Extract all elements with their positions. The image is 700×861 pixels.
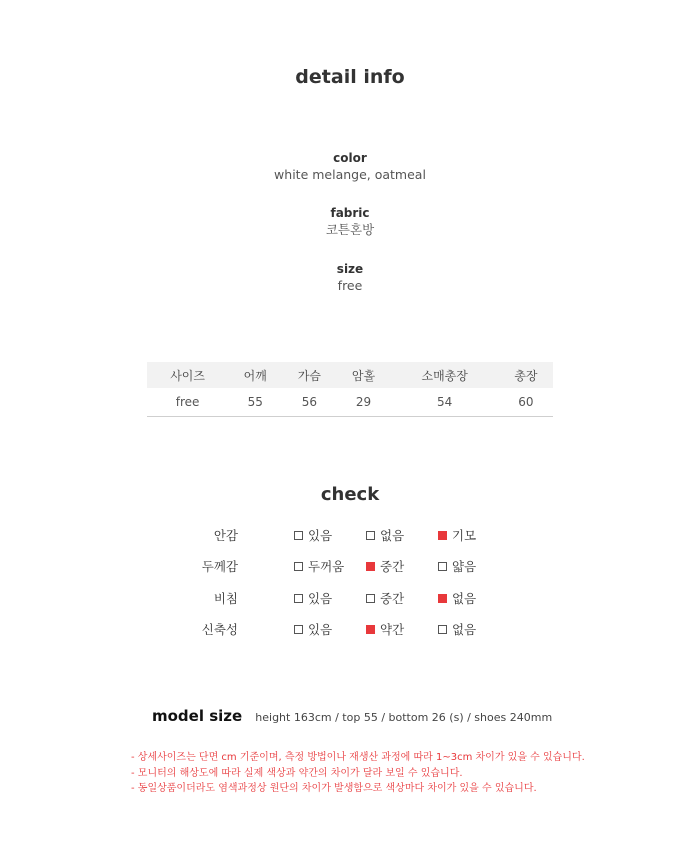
check-option — [294, 558, 344, 576]
check-option — [366, 558, 404, 576]
table-header-cell: 소매총장 — [391, 362, 499, 388]
check-row-lining — [0, 527, 700, 545]
notes — [131, 750, 585, 797]
check-option-label: 중간 — [380, 591, 405, 606]
table-header-cell: 사이즈 — [147, 362, 228, 388]
check-option-label: 없음 — [452, 622, 477, 637]
table-header-cell: 가슴 — [282, 362, 336, 388]
checkbox-icon — [366, 594, 375, 603]
check-row-thickness — [0, 558, 700, 576]
detail-value: free — [337, 278, 363, 293]
check-option — [294, 527, 332, 545]
table-cell: 56 — [282, 388, 336, 416]
check-option — [294, 621, 332, 639]
check-option-label: 약간 — [380, 622, 405, 637]
checkbox-checked-icon — [438, 531, 447, 540]
check-option — [438, 558, 476, 576]
page-title: detail info — [295, 66, 405, 88]
note-line: - 모니터의 해상도에 따라 실제 색상과 약간의 차이가 달라 보일 수 있습니다. — [131, 767, 463, 779]
detail-value: white melange, oatmeal — [274, 167, 426, 182]
check-option — [438, 527, 476, 545]
detail-size — [0, 261, 700, 294]
check-option-label: 있음 — [308, 591, 333, 606]
table-cell: 60 — [499, 388, 553, 416]
check-option-label: 얇음 — [452, 559, 477, 574]
table-cell: 29 — [336, 388, 390, 416]
size-table — [147, 362, 553, 417]
check-option-label: 있음 — [308, 622, 333, 637]
checkbox-checked-icon — [366, 562, 375, 571]
checkbox-icon — [366, 531, 375, 540]
table-cell: 55 — [228, 388, 282, 416]
check-option-label: 있음 — [308, 528, 333, 543]
note-line: - 상세사이즈는 단면 cm 기준이며, 측정 방법이나 재생산 과정에 따라 1~3cm 차이가 있을 수 있습니다. — [131, 752, 585, 763]
note-line: - 동일상품이더라도 염색과정상 원단의 차이가 발생함으로 색상마다 차이가 있을 수 있습니다. — [131, 783, 537, 794]
table-header-cell: 총장 — [499, 362, 553, 388]
model-size — [152, 706, 552, 725]
table-cell: 54 — [391, 388, 499, 416]
checkbox-icon — [438, 562, 447, 571]
checkbox-checked-icon — [438, 594, 447, 603]
check-option — [438, 621, 476, 639]
check-option — [438, 590, 476, 608]
table-row — [147, 388, 553, 416]
checkbox-icon — [294, 562, 303, 571]
check-option-label: 없음 — [452, 591, 477, 606]
check-row-label: 비침 — [213, 591, 238, 606]
checkbox-icon — [438, 625, 447, 634]
checkbox-icon — [294, 594, 303, 603]
model-size-title: model size — [152, 707, 243, 725]
check-row-label: 두께감 — [201, 559, 238, 574]
check-row-sheerness — [0, 590, 700, 608]
detail-value: 코튼혼방 — [325, 222, 375, 237]
table-header-cell: 어깨 — [228, 362, 282, 388]
detail-label: fabric — [330, 206, 370, 220]
check-option-label: 중간 — [380, 559, 405, 574]
check-title: check — [320, 484, 380, 505]
check-option — [294, 590, 332, 608]
detail-label: color — [333, 151, 367, 165]
checkbox-checked-icon — [366, 625, 375, 634]
checkbox-icon — [294, 531, 303, 540]
detail-fabric — [0, 205, 700, 238]
check-option-label: 두꺼움 — [308, 559, 345, 574]
check-option-label: 없음 — [380, 528, 405, 543]
size-table-header-row — [147, 362, 553, 388]
detail-color — [0, 150, 700, 183]
check-row-label: 안감 — [213, 528, 238, 543]
check-row-stretch — [0, 621, 700, 639]
check-option — [366, 621, 404, 639]
check-option-label: 기모 — [452, 528, 477, 543]
check-row-label: 신축성 — [201, 622, 238, 637]
check-option — [366, 590, 404, 608]
model-size-info: height 163cm / top 55 / bottom 26 (s) / shoes 240mm — [255, 711, 553, 724]
detail-label: size — [336, 262, 364, 276]
check-option — [366, 527, 404, 545]
table-header-cell: 암홀 — [336, 362, 390, 388]
checkbox-icon — [294, 625, 303, 634]
table-cell: free — [147, 388, 228, 416]
